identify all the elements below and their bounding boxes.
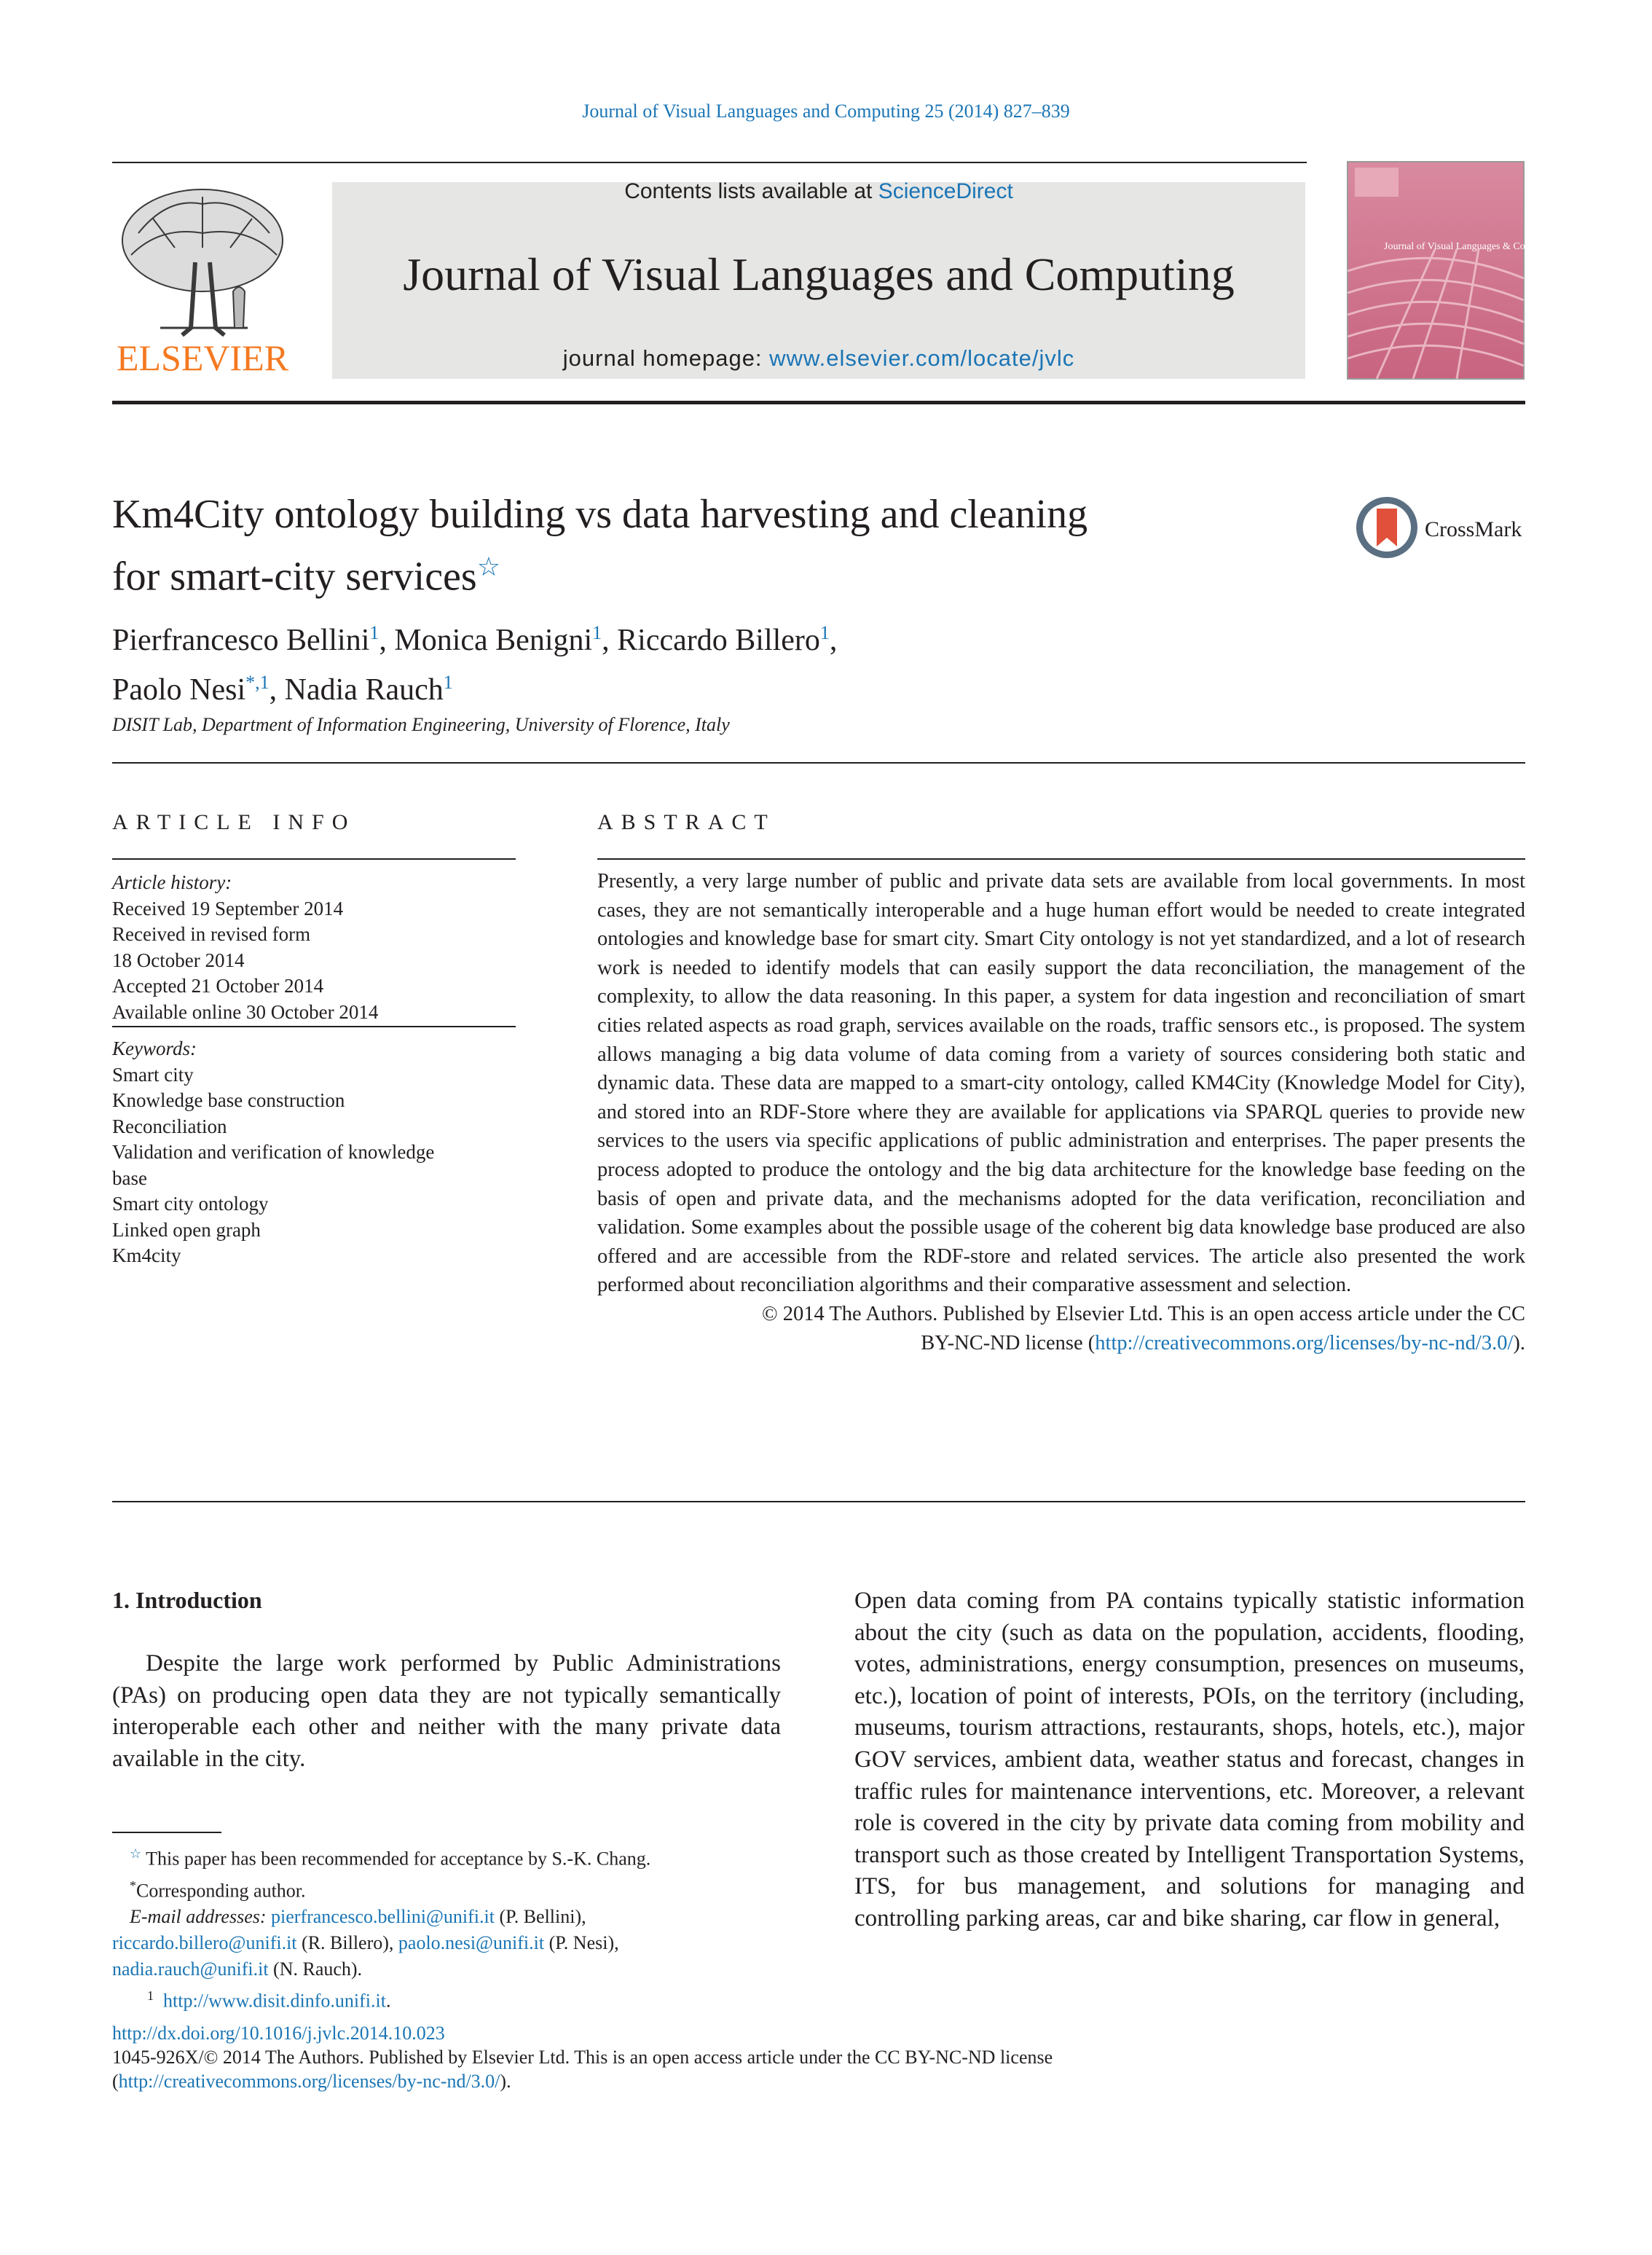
crossmark-icon xyxy=(1355,494,1530,561)
masthead-top-rule xyxy=(112,162,1307,163)
license-prefix: BY-NC-ND license ( xyxy=(921,1331,1096,1354)
author-affiliation-mark[interactable]: 1 xyxy=(819,622,830,643)
footer-license-link[interactable]: http://creativecommons.org/licenses/by-nc-nd/3.0/ xyxy=(118,2071,500,2092)
keyword-item: Smart city xyxy=(112,1063,194,1086)
masthead-bottom-rule xyxy=(112,401,1525,404)
paren-open: ( xyxy=(112,2071,119,2092)
email-link[interactable]: nadia.rauch@unifi.it xyxy=(112,1958,269,1980)
article-info-rule xyxy=(112,858,516,860)
header-separator-rule xyxy=(112,762,1525,764)
contents-prefix: Contents lists available at xyxy=(624,179,878,203)
author-name[interactable]: Nadia Rauch xyxy=(284,673,444,707)
history-item: Available online 30 October 2014 xyxy=(112,1000,379,1023)
doi-link[interactable]: http://dx.doi.org/10.1016/j.jvlc.2014.10.023 xyxy=(112,2023,445,2044)
author-name[interactable]: Riccardo Billero xyxy=(617,624,820,657)
introduction-right-paragraph: Open data coming from PA contains typically statistic information about the city (such as data on the population, accidents, flooding, votes, administrations, energy consumption, presences on museums, etc.), location of point of interests, POIs, on the territory (including, museums, tourism attractions, restaurants, shops, hotels, etc.), major GOV services, ambient data, weather status and forecast, changes in traffic rules for maintenance interventions, etc. Moreover, a relevant role is covered in the city by private data coming from mobility and transport such as those created by Intelligent Transportation Systems, ITS, for bus management, and solutions for managing and controlling parking areas, car and bike sharing, car flow in general, xyxy=(854,1588,1525,1932)
journal-citation-line[interactable]: Journal of Visual Languages and Computing 25 (2014) 827–839 xyxy=(582,101,1070,122)
star-footnote xyxy=(112,1840,781,1872)
footnotes xyxy=(112,1840,781,2015)
journal-title: Journal of Visual Languages and Computing xyxy=(403,248,1235,300)
elsevier-logo xyxy=(109,182,296,377)
author-name[interactable]: Pierfrancesco Bellini xyxy=(112,624,370,657)
keywords-block xyxy=(112,1036,520,1269)
author-affiliation-mark[interactable]: 1 xyxy=(369,622,379,643)
article-info-heading: ARTICLE INFO xyxy=(112,810,356,834)
abstract-license xyxy=(597,1300,1525,1357)
footnote-rule xyxy=(112,1832,221,1833)
keyword-item: base xyxy=(112,1166,147,1189)
keyword-item: Knowledge base construction xyxy=(112,1089,345,1111)
abstract-license-line2 xyxy=(597,1329,1525,1358)
author-list xyxy=(112,612,1350,711)
keyword-item: Smart city ontology xyxy=(112,1193,269,1215)
article-title-line1: Km4City ontology building vs data harvesting and cleaning xyxy=(112,492,1088,537)
email-owner: (N. Rauch). xyxy=(268,1958,363,1980)
article-history xyxy=(112,870,520,1025)
email-link[interactable]: riccardo.billero@unifi.it xyxy=(112,1932,297,1954)
keyword-item: Reconciliation xyxy=(112,1115,227,1137)
email-owner: (P. Nesi), xyxy=(544,1932,619,1954)
homepage-prefix: journal homepage: xyxy=(562,345,770,371)
author-separator: , xyxy=(379,624,395,657)
homepage-link[interactable]: www.elsevier.com/locate/jvlc xyxy=(769,345,1075,371)
history-item: Received in revised form xyxy=(112,923,311,945)
author-separator: , xyxy=(602,624,618,657)
abstract-text: Presently, a very large number of public and private data sets are available from local governments. In most cases, they are not semantically interoperable and a huge human effort would be needed to create integrated ontologies and knowledge base for smart city. Smart City ontology is not yet standardized, and a lot of research work is needed to identify models that can easily support the data reconciliation, the management of the complexity, to allow the data reasoning. In this paper, a system for data ingestion and reconciliation of smart cities related aspects as road graph, services available on the roads, traffic sensors etc., is proposed. The system allows managing a big data volume of data coming from a variety of sources considering both static and dynamic data. These data are mapped to a smart-city ontology, called KM4City (Knowledge Model for City), and stored into an RDF-Store where they are available for applications via SPARQL queries to provide new services to the users via specific applications of public administration and enterprises. The paper presents the process adopted to produce the ontology and the big data architecture for the knowledge base feeding on the basis of open and private data, and the mechanisms adopted for the data verification, reconciliation and validation. Some examples about the possible usage of the coherent big data knowledge base produced are also offered and are accessible from the RDF-store and related services. The article also presented the work performed about reconciliation algorithms and their comparative assessment and selection. xyxy=(597,870,1525,1297)
abstract-license-line1: © 2014 The Authors. Published by Elsevier Ltd. This is an open access article under the CC xyxy=(761,1302,1525,1325)
journal-cover-thumbnail[interactable] xyxy=(1348,162,1559,379)
keyword-item: Linked open graph xyxy=(112,1218,261,1241)
abstract-license-link[interactable]: http://creativecommons.org/licenses/by-nc-nd/3.0/ xyxy=(1095,1331,1514,1354)
author-affiliation-mark[interactable]: *,1 xyxy=(245,672,270,693)
history-item: 18 October 2014 xyxy=(112,949,245,971)
title-star-footnote-mark[interactable]: ☆ xyxy=(476,552,500,581)
affiliation-footnote xyxy=(112,1983,781,2015)
page-footer xyxy=(112,2021,1496,2093)
article-title xyxy=(112,488,1314,603)
disit-link[interactable]: http://www.disit.dinfo.unifi.it xyxy=(163,1990,386,2012)
author-separator: , xyxy=(269,673,285,707)
author-affiliation: DISIT Lab, Department of Information Engineering, University of Florence, Italy xyxy=(112,714,730,735)
footer-license-line xyxy=(112,2069,1496,2093)
author-name[interactable]: Paolo Nesi xyxy=(112,673,246,707)
star-footnote-mark: ☆ xyxy=(130,1846,142,1861)
keyword-item: Validation and verification of knowledge xyxy=(112,1141,435,1163)
sciencedirect-link[interactable]: ScienceDirect xyxy=(878,179,1013,203)
abstract-bottom-rule xyxy=(112,1501,1525,1502)
email-owner: (P. Bellini), xyxy=(494,1906,586,1928)
introduction-heading: 1. Introduction xyxy=(112,1587,262,1613)
email-link[interactable]: pierfrancesco.bellini@unifi.it xyxy=(271,1906,495,1928)
abstract-rule xyxy=(597,858,1525,860)
contents-available-line xyxy=(332,179,1305,204)
email-owner: (R. Billero), xyxy=(296,1932,398,1954)
issn-license-line: 1045-926X/© 2014 The Authors. Published by Elsevier Ltd. This is an open access article under the CC BY-NC-ND license xyxy=(112,2047,1053,2068)
abstract-body xyxy=(597,867,1525,1357)
star-footnote-text: This paper has been recommended for acceptance by S.-K. Chang. xyxy=(146,1848,651,1870)
journal-homepage-line xyxy=(332,345,1305,372)
elsevier-tree-icon xyxy=(109,182,296,377)
elsevier-wordmark: ELSEVIER xyxy=(116,337,289,378)
footnote-1-mark: 1 xyxy=(147,1988,154,2004)
keywords-label: Keywords: xyxy=(112,1038,197,1059)
corresponding-text: Corresponding author. xyxy=(136,1880,306,1902)
history-keywords-rule xyxy=(112,1026,516,1027)
history-item: Accepted 21 October 2014 xyxy=(112,975,324,997)
abstract-heading: ABSTRACT xyxy=(597,810,776,834)
email-footnote-cont2 xyxy=(112,1956,781,1983)
crossmark-label: CrossMark xyxy=(1425,517,1522,541)
asterisk-mark: * xyxy=(130,1878,136,1893)
author-separator: , xyxy=(829,624,838,657)
corresponding-footnote xyxy=(112,1872,781,1905)
fn1-suffix: . xyxy=(385,1990,391,2012)
article-history-label: Article history: xyxy=(112,871,232,893)
author-affiliation-mark[interactable]: 1 xyxy=(443,672,453,693)
email-footnote-cont xyxy=(112,1930,781,1956)
license-suffix: ). xyxy=(1513,1331,1525,1354)
email-footnote xyxy=(112,1904,781,1930)
author-name[interactable]: Monica Benigni xyxy=(394,624,593,657)
cover-title: Journal of Visual Languages & Computing xyxy=(1384,241,1559,252)
email-label: E-mail addresses: xyxy=(130,1906,267,1928)
crossmark-badge[interactable] xyxy=(1355,494,1530,561)
history-item: Received 19 September 2014 xyxy=(112,897,344,919)
author-affiliation-mark[interactable]: 1 xyxy=(592,622,602,643)
paren-close: ). xyxy=(500,2071,511,2092)
article-title-line2: for smart-city services xyxy=(112,554,477,600)
journal-cover-image xyxy=(1348,162,1559,379)
email-link[interactable]: paolo.nesi@unifi.it xyxy=(398,1932,545,1954)
introduction-left-paragraph: Despite the large work performed by Public Administrations (PAs) on producing open data they are not typically semantically interoperable each other and neither with the many private data available in the city. xyxy=(112,1650,781,1772)
keyword-item: Km4city xyxy=(112,1244,181,1266)
